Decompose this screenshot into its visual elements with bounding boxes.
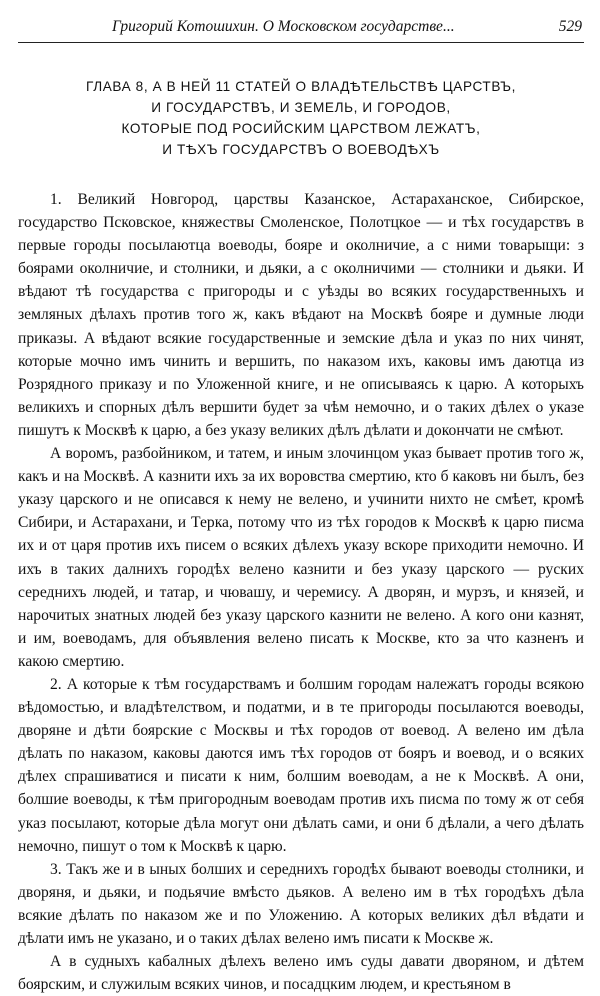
chapter-heading-line: ГЛАВА 8, А В НЕЙ 11 СТАТЕЙ О ВЛАДѢТЕЛЬСТВѢ ЦАРСТВЪ, — [86, 79, 516, 94]
page-number: 529 — [558, 18, 582, 35]
running-title: Григорий Котошихин. О Московском государстве... — [112, 18, 455, 35]
book-page — [18, 18, 584, 996]
paragraph-4: 3. Такъ же и в ыных болших и середнихъ городѣх бывают воеводы столники, и дворяня, и дьяки, и подьячие вмѣсто дьяков. А велено им в тѣх городѣхъ дѣла всякие дѣлать по наказом же и по Уложению. А которых великих дѣл вѣдати и дѣлати имъ не указано, и о таких дѣлах велено имъ писати к Москве ж. — [18, 860, 584, 947]
chapter-heading-line: И ТѢХЪ ГОСУДАРСТВЪ О ВОЕВОДѢХЪ — [162, 142, 440, 157]
paragraph-5: А в судныхъ кабалных дѣлехъ велено имъ суды давати дворяном, и дѣтем боярским, и служилым всяких чинов, и посадцким людем, и крестьяном в — [18, 953, 584, 994]
chapter-heading — [18, 76, 584, 160]
chapter-heading-line: И ГОСУДАРСТВЪ, И ЗЕМЕЛЬ, И ГОРОДОВ, — [151, 100, 451, 115]
paragraph-3: 2. А которые к тѣм государствамъ и болшим городам належатъ городы всякою вѣдомостью, и владѣтелством, и податми, и в те пригороды посылаются воеводы, дворяне и дѣти боярские с Москвы и тѣх городов от воевод. А велено им дѣла дѣлать по наказом, каковы даются имъ тѣх городов от бояръ и воевод, и о всяких дѣлех спрашиватися и писати к ним, болшим воеводам, а не к Москвѣ. А они, болшие воеводы, к тѣм пригородным воеводам против ихъ писма по тому ж от ceбя указ посылают, которые дѣла могут они дѣлать сами, и они б дѣлали, а чего дѣлать немочно, пишут о том к Москвѣ к царю. — [18, 675, 584, 855]
chapter-heading-line: КОТОРЫЕ ПОД РОСИЙСКИМ ЦАРСТВОМ ЛЕЖАТЪ, — [121, 121, 481, 136]
running-header — [18, 18, 584, 43]
body-text — [18, 188, 584, 996]
paragraph-1: 1. Великий Новгород, царствы Казанское, Астараханское, Сибирское, государство Псковское, княжествы Смоленское, Полотцкое — и тѣх государствъ в первые городы посылаютца воеводы, бояре и околничие, а с ними товарыщи: з боярами околничие, и столники, и дьяки, а с околничими — столники и дьяки. И вѣдают тѣ государства с пригороды и с уѣзды во всяких государственныхъ и земляных дѣлахъ против того ж, какъ вѣдают на Москвѣ бояре и думные люди приказы. А вѣдают всякие государственные и земские дѣла и указ по них чинят, которые мочно имъ чинить и вершить, по наказом ихъ, каковы имъ даютца из Розрядного приказу и по Уложенной книге, и не описываясь к царю. А которыхъ великихъ и спорных дѣлъ вершити будет за чѣм немочно, и о таких дѣлех о указе пишутъ к Москвѣ к царю, а без указу великих дѣлъ дѣлати и докончати не смѣют. — [18, 191, 584, 439]
paragraph-2: А воромъ, разбойником, и татем, и иным злочинцом указ бывает против того ж, какъ и на Москвѣ. А казнити ихъ за их воровства смертию, кто б каковъ ни былъ, без указу царского и не описався к нему не велено, и учинити нихто не смѣет, кромѣ Сибири, и Астарахани, и Терка, потому что из тѣх городов к Москвѣ к царю писма их и от царя против ихъ писем о всяких дѣлехъ указу вскоре приходити немочно. И ихъ в таких далнихъ городѣх велено казнити и без указу царского — руских середнихъ людей, и татар, и чювашу, и черемису. А дворян, и мурзъ, и князей, и нарочитых знатных людей без указу царского казнити не велено. А кого они казнят, и им, воеводамъ, для объявления велено писать к Москве, кто за что казненъ и какою смертию. — [18, 445, 584, 670]
